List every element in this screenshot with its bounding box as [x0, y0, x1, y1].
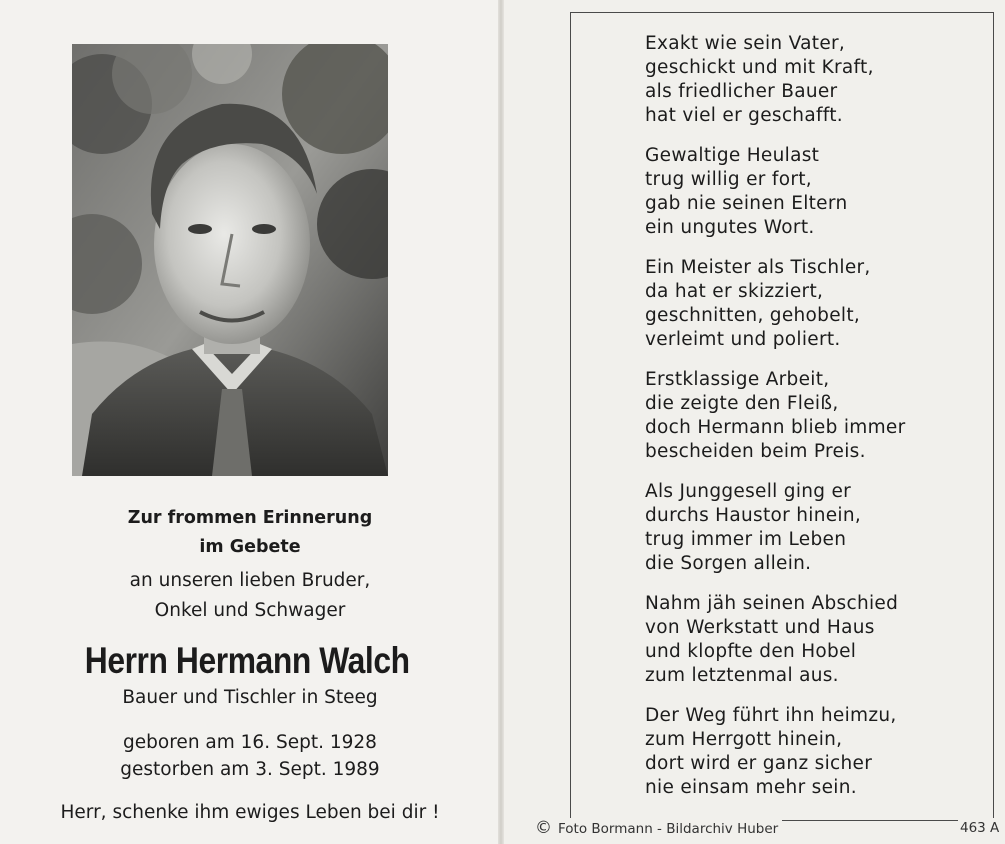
poem-line: zum Herrgott hinein,: [645, 729, 843, 750]
death-date: gestorben am 3. Sept. 1989: [120, 759, 380, 780]
poem-line: Erstklassige Arbeit,: [645, 369, 830, 390]
poem-line: Der Weg führt ihn heimzu,: [645, 705, 897, 726]
poem-line: geschnitten, gehobelt,: [645, 305, 861, 326]
poem-line: und klopfte den Hobel: [645, 641, 857, 662]
photo-credit-text: Foto Bormann - Bildarchiv Huber: [558, 821, 779, 837]
poem-line: trug willig er fort,: [645, 169, 812, 190]
memorial-heading: [0, 504, 500, 562]
poem-line: dort wird er ganz sicher: [645, 753, 873, 774]
poem-line: nie einsam mehr sein.: [645, 777, 857, 798]
copyright-icon: ©: [535, 818, 552, 838]
poem-line: hat viel er geschafft.: [645, 105, 843, 126]
relation-text: [0, 566, 500, 626]
poem-line: bescheiden beim Preis.: [645, 441, 866, 462]
life-dates: [0, 729, 500, 783]
poem-line: Exakt wie sein Vater,: [645, 33, 846, 54]
poem: [645, 32, 995, 816]
poem-line: ein ungutes Wort.: [645, 217, 815, 238]
poem-stanza: [645, 256, 995, 352]
poem-stanza: [645, 480, 995, 576]
poem-line: Gewaltige Heulast: [645, 145, 820, 166]
birth-date: geboren am 16. Sept. 1928: [123, 732, 377, 753]
poem-line: die Sorgen allein.: [645, 553, 812, 574]
poem-line: geschickt und mit Kraft,: [645, 57, 874, 78]
poem-stanza: [645, 32, 995, 128]
poem-stanza: [645, 368, 995, 464]
poem-line: doch Hermann blieb immer: [645, 417, 906, 438]
poem-line: da hat er skizziert,: [645, 281, 824, 302]
poem-line: durchs Haustor hinein,: [645, 505, 862, 526]
poem-line: trug immer im Leben: [645, 529, 847, 550]
occupation-text: Bauer und Tischler in Steeg: [122, 687, 378, 708]
print-code: 463 A: [960, 820, 1000, 836]
poem-stanza: [645, 592, 995, 688]
memorial-heading-line: im Gebete: [199, 537, 301, 557]
poem-line: als friedlicher Bauer: [645, 81, 838, 102]
poem-stanza: [645, 704, 995, 800]
page-gutter: [498, 0, 504, 844]
poem-line: verleimt und poliert.: [645, 329, 841, 350]
poem-line: gab nie seinen Eltern: [645, 193, 848, 214]
poem-line: von Werkstatt und Haus: [645, 617, 875, 638]
memorial-heading-line: Zur frommen Erinnerung: [127, 508, 373, 528]
poem-line: Nahm jäh seinen Abschied: [645, 593, 899, 614]
poem-line: zum letztenmal aus.: [645, 665, 839, 686]
portrait-illustration: [72, 44, 388, 476]
relation-line: Onkel und Schwager: [154, 600, 346, 621]
poem-line: Als Junggesell ging er: [645, 481, 852, 502]
relation-line: an unseren lieben Bruder,: [129, 570, 371, 591]
photo-credit: [535, 818, 782, 839]
deceased-name: Herrn Hermann Walch: [84, 640, 410, 681]
poem-line: die zeigte den Fleiß,: [645, 393, 839, 414]
poem-stanza: [645, 144, 995, 240]
portrait-photo: [72, 44, 388, 476]
closing-prayer: Herr, schenke ihm ewiges Leben bei dir !: [60, 802, 440, 823]
poem-line: Ein Meister als Tischler,: [645, 257, 871, 278]
